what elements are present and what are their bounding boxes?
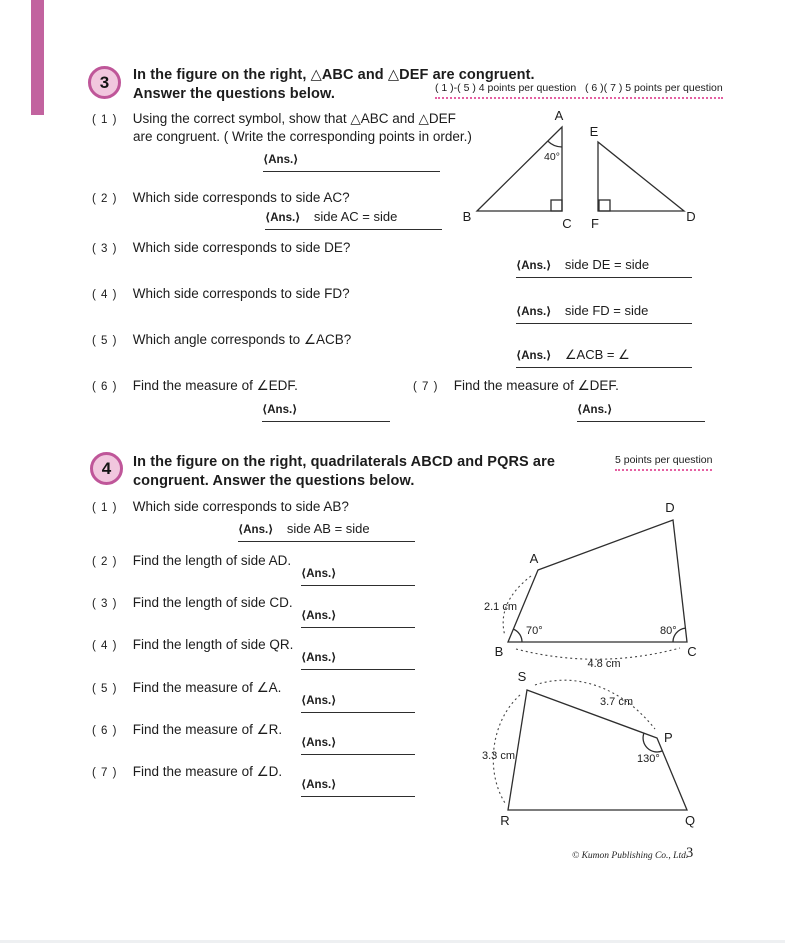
p3-q3-text: Which side corresponds to side DE?: [132, 240, 351, 255]
p4-q6-answer-line: [301, 733, 415, 755]
vertex-label-a: A: [529, 551, 539, 566]
footer-copyright: © Kumon Publishing Co., Ltd.: [572, 851, 689, 861]
figure-congruent-triangles: [453, 102, 708, 237]
p3-q4-ans-label: ⟨Ans.⟩: [516, 306, 552, 318]
dimension-arc-sr: [493, 695, 520, 803]
p4-q3-ans-label: ⟨Ans.⟩: [301, 610, 337, 622]
p4-q1-ans-label: ⟨Ans.⟩: [238, 524, 274, 536]
p4-q2-ans-label: ⟨Ans.⟩: [301, 568, 337, 580]
vertex-label-d: D: [686, 209, 696, 224]
vertex-label-e: E: [589, 124, 599, 139]
p4-question-2: [92, 553, 291, 568]
p4-q5-text: Find the measure of ∠A.: [132, 680, 282, 695]
p3-question-5: [92, 332, 351, 348]
p3-q3-ans-prefix: side DE = side: [564, 257, 650, 272]
p4-q1-answer-line: [238, 520, 415, 542]
p4-q1-ans-prefix: side AB = side: [286, 521, 370, 536]
problem-4-number: 4: [101, 458, 112, 478]
p3-question-7: [413, 378, 619, 394]
p3-q4-ans-prefix: side FD = side: [564, 303, 649, 318]
angle-value-b: 70°: [526, 625, 543, 637]
angle-arc-a: [548, 141, 562, 147]
vertex-label-a: A: [554, 108, 564, 123]
side-sp-length: 3.7 cm: [600, 696, 634, 708]
side-ab-length: 2.1 cm: [484, 601, 518, 613]
p4-q5-ans-label: ⟨Ans.⟩: [301, 695, 337, 707]
vertex-label-p: P: [664, 730, 673, 745]
p3-q3-ans-label: ⟨Ans.⟩: [516, 260, 552, 272]
p3-q6-answer-line: [262, 400, 390, 422]
p3-q1-text-line2-row: [133, 129, 472, 144]
figure-quadrilateral-abcd: [468, 495, 723, 675]
vertex-label-f: F: [591, 216, 599, 231]
p4-q6-ans-label: ⟨Ans.⟩: [301, 737, 337, 749]
quad-pqrs-outline: [508, 690, 687, 810]
p4-q4-text: Find the length of side QR.: [132, 637, 294, 652]
problem-4-title-line1: In the figure on the right, quadrilaterals ABCD and PQRS are: [133, 454, 555, 470]
right-angle-marker-f: [599, 200, 610, 211]
side-rs-length: 3.3 cm: [482, 750, 516, 762]
p4-question-6: [92, 722, 282, 738]
p3-q3-answer-line: [516, 256, 692, 278]
vertex-label-b: B: [462, 209, 472, 224]
p3-q5-text: Which angle corresponds to ∠ACB?: [132, 332, 352, 347]
p3-q5-ans-label: ⟨Ans.⟩: [516, 350, 552, 362]
quad-abcd-outline: [508, 520, 687, 642]
problem-3-title-line2: Answer the questions below.: [133, 86, 335, 102]
p4-q3-answer-line: [301, 606, 415, 628]
p4-question-5: [92, 680, 281, 696]
p4-q3-text: Find the length of side CD.: [132, 595, 293, 610]
problem-3-number: 3: [99, 72, 110, 92]
p4-q4-number: ( 4 ): [92, 640, 118, 652]
problem-3-points-note: ( 1 )-( 5 ) 4 points per question ( 6 )( 7 ) 5 points per question: [435, 82, 723, 99]
p4-q4-answer-line: [301, 648, 415, 670]
p3-q6-ans-label: ⟨Ans.⟩: [262, 404, 298, 416]
p3-q7-answer-line: [577, 400, 705, 422]
p4-q1-number: ( 1 ): [92, 502, 118, 514]
p4-question-4: [92, 637, 293, 652]
triangle-abc-outline: [477, 127, 562, 211]
triangle-def-outline: [598, 142, 684, 211]
p4-q2-answer-line: [301, 564, 415, 586]
p4-q7-number: ( 7 ): [92, 767, 118, 779]
problem-4-points-note: 5 points per question: [615, 454, 712, 471]
dimension-arc-sp: [535, 680, 655, 729]
p3-q4-number: ( 4 ): [92, 289, 118, 301]
problem-4-title-line2: congruent. Answer the questions below.: [133, 473, 415, 489]
p3-q7-number: ( 7 ): [413, 381, 439, 393]
vertex-label-d: D: [665, 500, 675, 515]
figure-quadrilateral-pqrs: [458, 663, 723, 833]
p3-question-4: [92, 286, 350, 301]
p3-q1-ans-label: ⟨Ans.⟩: [263, 154, 299, 166]
p4-q7-text: Find the measure of ∠D.: [132, 764, 283, 779]
p3-q3-number: ( 3 ): [92, 243, 118, 255]
problem-3-title-line1: In the figure on the right, △ABC and △DEF are congruent.: [133, 67, 535, 83]
p3-q2-ans-label: ⟨Ans.⟩: [265, 212, 301, 224]
vertex-label-c: C: [562, 216, 572, 231]
p3-q2-answer-line: [265, 208, 442, 230]
p3-q1-text-line1: Using the correct symbol, show that △ABC and △DEF: [132, 111, 456, 126]
p4-question-7: [92, 764, 282, 780]
vertex-label-c: C: [687, 644, 697, 659]
p3-question-1: [92, 111, 456, 127]
problem-3-badge: [88, 66, 121, 99]
p3-q6-text: Find the measure of ∠EDF.: [132, 378, 298, 393]
vertex-label-r: R: [500, 813, 510, 828]
vertex-label-b: B: [494, 644, 504, 659]
p4-q4-ans-label: ⟨Ans.⟩: [301, 652, 337, 664]
p3-q2-ans-prefix: side AC = side: [313, 209, 398, 224]
problem-4-badge: [90, 452, 123, 485]
p3-q7-ans-label: ⟨Ans.⟩: [577, 404, 613, 416]
p3-q4-answer-line: [516, 302, 692, 324]
p4-question-3: [92, 595, 293, 610]
pink-margin-bar: [31, 0, 44, 115]
p3-q1-answer-line: [263, 150, 440, 172]
p3-q2-number: ( 2 ): [92, 193, 118, 205]
p4-q2-number: ( 2 ): [92, 556, 118, 568]
p3-q1-number: ( 1 ): [92, 114, 118, 126]
p3-question-2: [92, 190, 350, 205]
p3-q5-number: ( 5 ): [92, 335, 118, 347]
angle-value-a: 40°: [544, 151, 560, 163]
p4-q5-answer-line: [301, 691, 415, 713]
p3-q7-text: Find the measure of ∠DEF.: [453, 378, 619, 393]
p4-q3-number: ( 3 ): [92, 598, 118, 610]
p3-q5-answer-line: [516, 346, 692, 368]
p3-q4-text: Which side corresponds to side FD?: [132, 286, 350, 301]
p3-q2-text: Which side corresponds to side AC?: [132, 190, 350, 205]
p4-q1-text: Which side corresponds to side AB?: [132, 499, 349, 514]
p3-q5-ans-prefix: ∠ACB = ∠: [564, 347, 630, 362]
p4-question-1: [92, 499, 349, 514]
p3-q6-number: ( 6 ): [92, 381, 118, 393]
p3-question-6: [92, 378, 298, 394]
p3-q1-text-line2: are congruent. ( Write the corresponding points in order.): [133, 129, 472, 144]
angle-arc-b: [513, 629, 522, 642]
p4-q7-answer-line: [301, 775, 415, 797]
p3-question-3: [92, 240, 350, 255]
vertex-label-s: S: [517, 669, 527, 684]
p4-q6-text: Find the measure of ∠R.: [132, 722, 283, 737]
side-bc-length: 4.8 cm: [587, 658, 621, 670]
p4-q5-number: ( 5 ): [92, 683, 118, 695]
p4-q2-text: Find the length of side AD.: [132, 553, 292, 568]
vertex-label-q: Q: [684, 813, 696, 828]
footer-page-number: 3: [686, 845, 694, 861]
angle-value-c: 80°: [660, 625, 677, 637]
p4-q6-number: ( 6 ): [92, 725, 118, 737]
right-angle-marker-c: [551, 200, 562, 211]
angle-value-p: 130°: [637, 753, 660, 765]
p4-q7-ans-label: ⟨Ans.⟩: [301, 779, 337, 791]
